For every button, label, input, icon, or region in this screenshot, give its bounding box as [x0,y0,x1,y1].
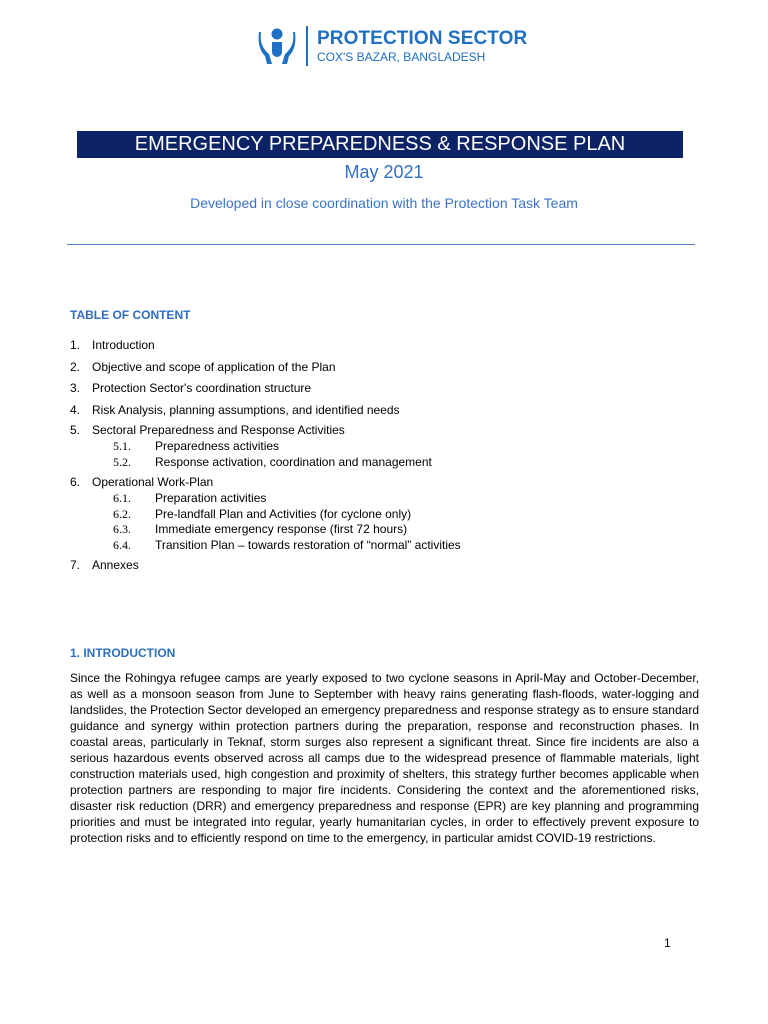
toc-item-label: Protection Sector's coordination structure [92,381,312,395]
toc-subitem-number: 6.2. [113,507,131,521]
toc-item-number: 5. [70,423,81,437]
toc-item-number: 4. [70,403,81,417]
toc-subitem[interactable] [113,507,411,522]
toc-item[interactable] [70,475,213,489]
toc-item[interactable] [70,423,345,437]
document-date: May 2021 [344,162,424,182]
document-subtitle: Developed in close coordination with the Protection Task Team [190,195,578,211]
toc-item-label: Objective and scope of application of the Plan [92,360,336,374]
logo-subtitle: COX'S BAZAR, BANGLADESH [317,50,486,64]
toc-item-number: 1. [70,338,81,352]
toc-subitem-number: 5.2. [113,455,131,469]
introduction-paragraph: Since the Rohingya refugee camps are yearly exposed to two cyclone seasons in April-May and October-December, as well as a monsoon season from June to September with heavy rains generating flash-floods, water-logging and landslides, the Protection Sector developed an emergency preparedness and response strategy as to ensure standard guidance and synergy within protection partners during the preparation, response and reconstruction phases. In coastal areas, particularly in Teknaf, storm surges also represent a significant threat. Since fire incidents are also a serious hazardous events observed across all camps due to the widespread presence of flammable materials, light construction materials used, high congestion and proximity of shelters, this strategy further becomes applicable when protection partners are responding to major fire incidents. Considering the context and the aforementioned risks, disaster risk reduction (DRR) and emergency preparedness and response (EPR) are key planning and programming priorities and must be integrated into regular, yearly humanitarian cycles, in order to effectively prevent exposure to protection risks and to efficiently respond on time to the emergency, in particular amidst COVID-19 restrictions. [70,671,699,845]
toc-subitem-number: 6.1. [113,491,131,505]
logo-divider [306,26,308,66]
toc-item[interactable] [70,403,400,417]
toc-item-label: Sectoral Preparedness and Response Activities [92,423,345,437]
toc-item[interactable] [70,360,336,374]
toc-item-number: 3. [70,381,81,395]
hands-person-icon [258,26,296,66]
section-heading: 1. INTRODUCTION [70,646,176,660]
header-divider [67,244,695,245]
toc-subitem-number: 5.1. [113,439,131,453]
toc-subitem[interactable] [113,491,266,506]
logo [258,24,527,68]
toc-subitem-label: Pre-landfall Plan and Activities (for cyclone only) [155,507,412,521]
toc-subitem-number: 6.4. [113,538,131,552]
toc-item[interactable] [70,381,311,395]
toc-subitem-label: Preparation activities [155,491,267,505]
toc-subitem-number: 6.3. [113,522,131,536]
toc-item[interactable] [70,338,155,352]
logo-title: PROTECTION SECTOR [317,28,528,49]
toc-item[interactable] [70,558,139,572]
toc-subitem[interactable] [113,522,407,537]
toc-heading: TABLE OF CONTENT [70,308,191,322]
toc-item-label: Operational Work-Plan [92,475,214,489]
toc-item-label: Annexes [92,558,139,572]
toc-item-number: 2. [70,360,81,374]
toc-item-number: 6. [70,475,81,489]
toc-subitem-label: Response activation, coordination and management [155,455,432,469]
toc-subitem-label: Preparedness activities [155,439,280,453]
toc-subitem-label: Immediate emergency response (first 72 hours) [155,522,408,536]
page-number: 1 [664,936,671,950]
toc-subitem[interactable] [113,439,279,454]
toc-item-number: 7. [70,558,81,572]
toc-subitem-label: Transition Plan – towards restoration of “normal” activities [155,538,461,552]
toc-subitem[interactable] [113,455,432,470]
toc-subitem[interactable] [113,538,461,553]
document-title: EMERGENCY PREPAREDNESS & RESPONSE PLAN [77,131,683,158]
toc-item-label: Introduction [92,338,155,352]
toc-item-label: Risk Analysis, planning assumptions, and identified needs [92,403,400,417]
